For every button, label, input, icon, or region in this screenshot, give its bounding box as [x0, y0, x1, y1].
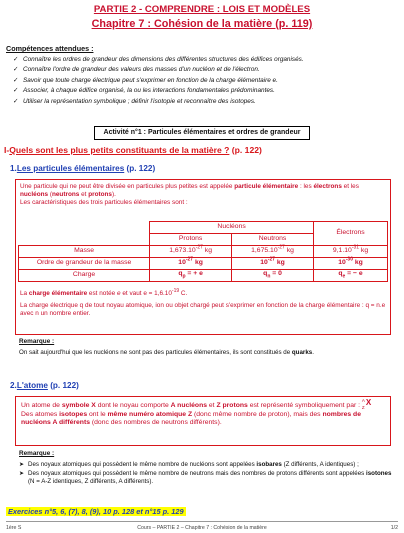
list-item: [19, 470, 399, 487]
competence-item: ✓ Savoir que toute charge électrique peut s'exprimer en fonction de la charge élémentaire e.: [13, 76, 398, 86]
section-1-prefix: I-: [4, 145, 10, 155]
row-label: Charge: [19, 270, 150, 282]
nuclide-symbol: [362, 400, 375, 408]
text: (: [48, 191, 52, 199]
text: (N = A-Z identiques, Z différents, A différents).: [28, 478, 154, 486]
value: q: [338, 270, 343, 278]
cell-neutron-mass: [232, 246, 314, 258]
competence-item: ✓ Utiliser la représentation symbolique ; définir l'isotopie et reconnaître des isotopes.: [13, 97, 398, 107]
competence-item: ✓ Associer, à chaque édifice organisé, la ou les interactions fondamentales prédominantes.: [13, 86, 398, 96]
activity-box: Activité n°1 : Particules élémentaires et ordres de grandeur: [94, 126, 310, 140]
particles-intro: Les caractéristiques des trois particules élémentaires sont :: [20, 199, 188, 207]
exponent: -30: [345, 257, 353, 264]
term: électrons: [313, 183, 342, 190]
unit: = + e: [185, 270, 203, 278]
text: Des atomes: [21, 410, 60, 418]
text: Un atome de: [21, 402, 62, 409]
unit: kg: [193, 259, 203, 267]
cell-proton-charge: [150, 270, 232, 282]
exponent: -27: [277, 245, 285, 252]
particles-table: [18, 221, 388, 282]
term: A nucléons: [170, 402, 208, 409]
exponent: -27: [185, 257, 194, 264]
subsection-2-num: 2.: [10, 381, 17, 390]
unit: kg: [275, 259, 285, 267]
cell-electron-mass: [314, 246, 388, 258]
table-row: [19, 258, 388, 270]
footer-page-number: 1/2: [390, 525, 398, 531]
list-item: [19, 461, 399, 470]
text: Des noyaux atomiques qui possèdent le même nombre de nucléons sont appelées: [28, 461, 257, 468]
term: protons: [88, 191, 112, 199]
unit: kg: [284, 247, 294, 255]
unit: = − e: [345, 270, 363, 278]
charge-explanation: La charge électrique q de tout noyau atomique, ion ou objet chargé peut s'exprimer en fonction de la charge élémentaire : q = n.e avec n un nombre entier.: [20, 302, 386, 318]
value: 10: [260, 259, 268, 267]
atom-box: [15, 396, 391, 446]
subsection-1-num: 1.: [10, 164, 17, 173]
row-label: Masse: [19, 246, 150, 258]
subsection-1-heading: [10, 165, 155, 173]
atomic-number: Z: [361, 405, 365, 410]
term: nombres de nucléons A différents: [21, 410, 361, 427]
part-title: PARTIE 2 - COMPRENDRE : LOIS ET MODÈLES: [93, 4, 311, 15]
term: neutrons: [51, 191, 80, 199]
text: et les: [341, 183, 359, 190]
particles-box: [15, 179, 391, 335]
exponent: -27: [195, 245, 203, 252]
text: ont le: [87, 410, 108, 418]
competence-item: ✓ Connaître l'ordre de grandeur des valeurs des masses d'un nucléon et de l'électron.: [13, 65, 398, 75]
value: q: [178, 270, 183, 278]
text: est représenté symboliquement par :: [247, 402, 362, 409]
table-row: [19, 246, 388, 258]
term: nucléons: [20, 191, 49, 199]
exponent: -19: [171, 287, 180, 294]
elementary-charge-line: [20, 287, 188, 298]
subscript: e: [342, 273, 346, 280]
cell-electron-order: [314, 258, 388, 270]
term: Z protons: [216, 402, 248, 409]
table-row: [19, 222, 388, 234]
value: q: [263, 270, 268, 278]
particles-definition: [20, 183, 386, 199]
text: (donc même nombre de proton), mais des: [192, 410, 323, 418]
remark-2-list: [19, 461, 399, 487]
remark-2-title: Remarque :: [19, 450, 55, 457]
text: La: [20, 290, 29, 297]
page-footer: [0, 524, 404, 533]
text: .: [312, 349, 314, 356]
exponent: -31: [351, 245, 360, 252]
subsection-2-heading: [10, 382, 79, 390]
footer-class: 1ère S: [6, 525, 22, 531]
atom-definition: [21, 400, 385, 411]
competences-list: [13, 55, 398, 107]
footer-divider: [6, 521, 398, 522]
element-symbol: X: [365, 398, 372, 407]
text: et vaut e = 1,6.10: [120, 290, 172, 297]
term: charge élémentaire: [28, 290, 88, 297]
section-1-ref: (p. 122): [231, 145, 262, 155]
term: même numéro atomique Z: [107, 410, 193, 418]
text: ).: [112, 191, 116, 199]
value: 10: [178, 259, 186, 267]
subsection-1-ref: (p. 122): [126, 164, 156, 173]
row-label: Ordre de grandeur de la masse: [19, 258, 150, 270]
term: isotones: [366, 469, 392, 477]
header-electrons: Électrons: [314, 222, 388, 246]
cell-neutron-charge: [232, 270, 314, 282]
exercises-highlight: Exercices n°5, 6, (7), 8, (9), 10 p. 128 et n°15 p. 129: [8, 507, 184, 516]
term: symbole X: [61, 402, 96, 409]
section-1-heading: [4, 146, 262, 154]
term: isotopes: [59, 410, 88, 418]
text: C.: [179, 290, 188, 297]
value: 1,675.10: [251, 247, 278, 255]
table-corner: [19, 222, 150, 246]
value: 1,673.10: [169, 247, 196, 255]
table-row: [19, 270, 388, 282]
subsection-2-title: L'atome: [16, 381, 48, 390]
mass-number: A: [361, 398, 365, 403]
header-protons: Protons: [150, 234, 232, 246]
header-neutrons: Neutrons: [232, 234, 314, 246]
value: 10: [338, 259, 346, 267]
unit: kg: [202, 247, 212, 255]
exponent: -27: [267, 257, 276, 264]
section-1-title: Quels sont les plus petits constituants de la matière ?: [9, 145, 230, 155]
text: dont le noyau comporte: [95, 402, 171, 409]
header-nucleons: Nucléons: [150, 222, 314, 234]
cell-proton-order: [150, 258, 232, 270]
text: (Z différents, A identiques) ;: [281, 461, 359, 468]
competence-item: ✓ Connaître les ordres de grandeur des dimensions des différentes structures des édifices organisés.: [13, 55, 398, 65]
text: et: [79, 191, 89, 199]
text: et: [207, 402, 217, 409]
term: quarks: [291, 349, 313, 356]
unit: = 0: [270, 270, 282, 278]
subscript: p: [182, 273, 186, 280]
remark-1-title: Remarque :: [19, 338, 55, 345]
text: est notée: [87, 290, 118, 297]
competences-title: Compétences attendues :: [6, 44, 94, 53]
isotopes-definition: [21, 411, 385, 428]
text: (donc des nombres de neutrons différents).: [89, 419, 222, 427]
text: Des noyaux atomiques qui possèdent le même nombre de neutrons mais des nombres de protons différents sont appelées: [28, 469, 366, 477]
text: : les: [298, 183, 314, 190]
term: particule élémentaire: [234, 183, 299, 190]
value: 9,1.10: [332, 247, 352, 255]
cell-neutron-order: [232, 258, 314, 270]
text: Une particule qui ne peut être divisée en particules plus petites est appelée: [20, 183, 235, 190]
footer-course: Cours – PARTIE 2 – Chapitre 7 : Cohésion de la matière: [137, 525, 267, 531]
text: On sait aujourd'hui que les nucléons ne sont pas des particules élémentaires, ils sont constitués de: [19, 349, 292, 356]
chapter-title: Chapitre 7 : Cohésion de la matière (p. 119): [91, 18, 313, 30]
symbol: e: [117, 290, 121, 297]
cell-proton-mass: [150, 246, 232, 258]
term: isobares: [256, 461, 282, 468]
subsection-1-title: Les particules élémentaires: [16, 164, 125, 173]
cell-electron-charge: [314, 270, 388, 282]
subsection-2-ref: (p. 122): [50, 381, 79, 390]
remark-1-text: [19, 349, 389, 358]
unit: kg: [352, 259, 363, 267]
subscript: n: [267, 273, 271, 280]
unit: kg: [359, 247, 369, 255]
